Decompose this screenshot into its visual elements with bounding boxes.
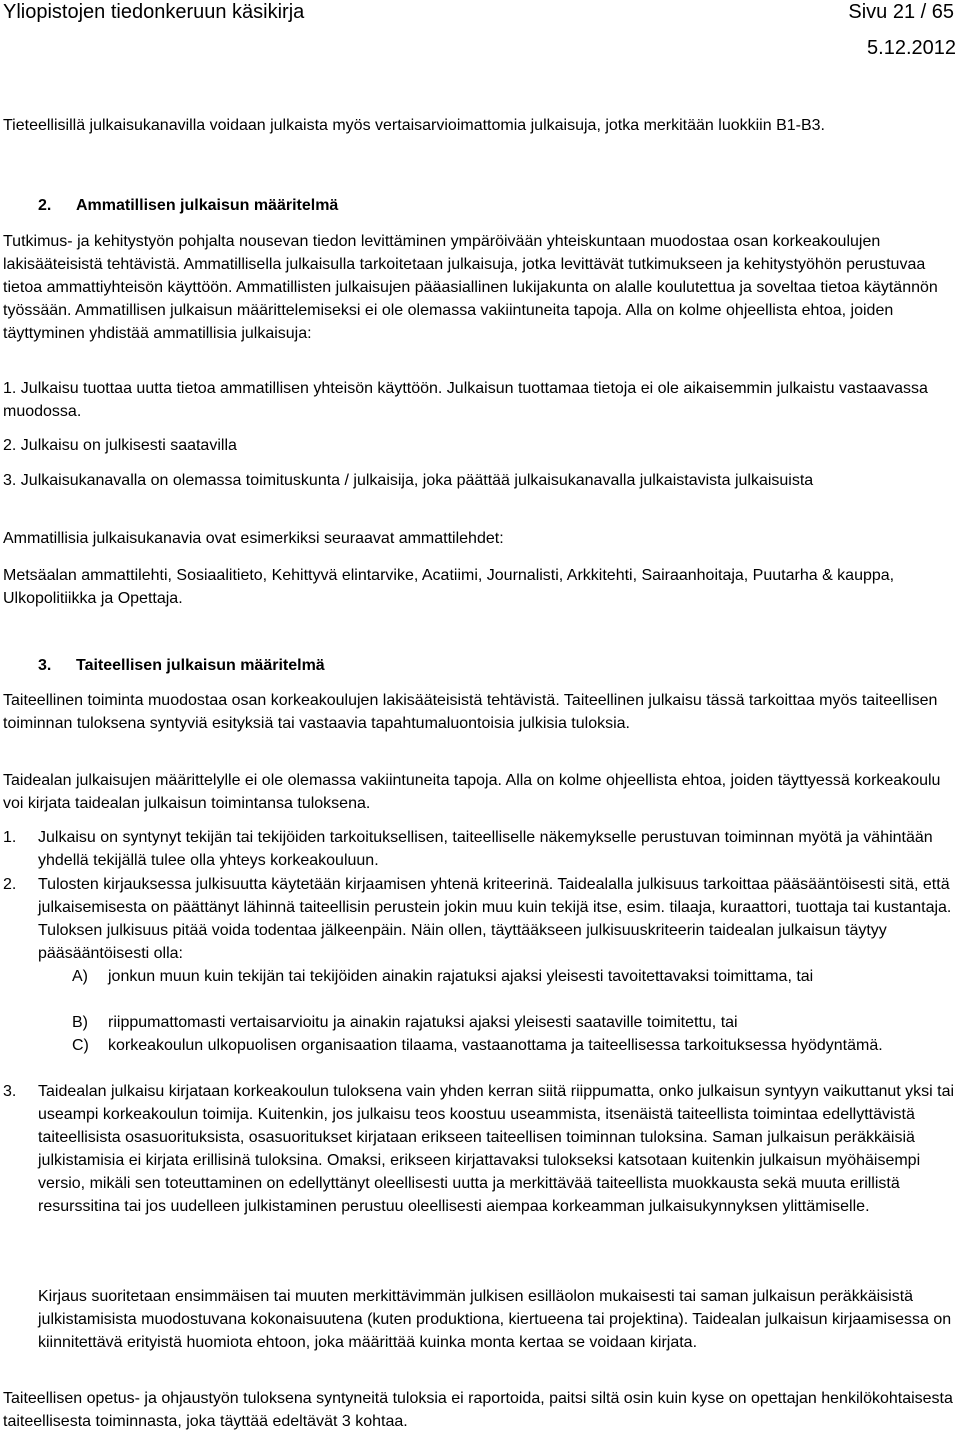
criterion-1: 1. Julkaisu tuottaa uutta tietoa ammatillisen yhteisön käyttöön. Julkaisun tuottamaa tietoja ei ole aikaisemmin julkaistu vastaavassa muodossa. bbox=[3, 380, 928, 420]
document-date: 5.12.2012 bbox=[867, 37, 956, 59]
page-number: Sivu 21 / 65 bbox=[848, 1, 954, 23]
section-3-paragraph-3: Kirjaus suoritetaan ensimmäisen tai muuten merkittävimmän julkisen esilläolon mukaisesti tai saman julkaisun peräkkäisistä julkistamisista muodostuvana kokonaisuutena (kuten produktiona, kiertueena tai projektina). Taidealan julkaisun kirjaamisessa on kiinnitettävä erityistä huomiota ehtoon, joka määrittää kuinka monta kertaa se voidaan kirjata. bbox=[38, 1288, 952, 1351]
section-3-paragraph-1: Taiteellinen toiminta muodostaa osan korkeakoulujen lakisääteisistä tehtävistä. Taiteellinen julkaisu tässä tarkoittaa myös taiteellisen toiminnan tuloksena syntyviä esityksiä tai vastaavia tapahtumaluontoisia julkisia tuloksia. bbox=[3, 692, 938, 732]
sub-list-item-text: jonkun muun kuin tekijän tai tekijöiden ainakin rajatuksi ajaksi yleisesti tavoitettavaksi toimittama, tai bbox=[108, 968, 814, 985]
sub-list-item-label: C) bbox=[72, 1037, 89, 1054]
examples-intro: Ammatillisia julkaisukanavia ovat esimerkiksi seuraavat ammattilehdet: bbox=[3, 530, 504, 547]
document-title: Yliopistojen tiedonkeruun käsikirja bbox=[3, 1, 305, 23]
list-item-number: 3. bbox=[3, 1083, 17, 1100]
section-2-paragraph: Tutkimus- ja kehitystyön pohjalta nousevan tiedon levittäminen ympäröivään yhteiskuntaan muodostaa osan korkeakoulujen lakisääteisistä tehtävistä. Ammatillisella julkaisulla tarkoitetaan julkaisuja, jotka levittävät tutkimukseen ja kehitystyöhön perustuvaa tietoa ammattiyhteisön käyttöön. Ammatillisten julkaisujen pääasiallinen lukijakunta on alalle koulutettua ja soveltaa tietoa käytännön työssään. Ammatillisen julkaisun määrittelemiseksi ei ole olemassa vakiintuneita tapoja. Alla on kolme ohjeellista ehtoa, joiden täyttyminen yhdistää ammatillisia julkaisuja: bbox=[3, 233, 938, 342]
list-item-number: 1. bbox=[3, 829, 17, 846]
list-item-text: Julkaisu on syntynyt tekijän tai tekijöiden tarkoituksellisen, taiteelliselle näkemykselle perustuvan toiminnan myötä ja vähintään yhdellä tekijällä tulee olla yhteys korkeakouluun. bbox=[38, 829, 933, 869]
sub-list-item-label: A) bbox=[72, 968, 88, 985]
examples-list: Metsäalan ammattilehti, Sosiaalitieto, Kehittyvä elintarvike, Acatiimi, Journalisti, Arkkitehti, Sairaanhoitaja, Puutarha & kauppa, Ulkopolitiikka ja Opettaja. bbox=[3, 567, 895, 607]
sub-list-item-label: B) bbox=[72, 1014, 88, 1031]
list-item-text: Tulosten kirjauksessa julkisuutta käytetään kirjaamisen yhtenä kriteerinä. Taidealalla julkisuus tarkoittaa pääsääntöisesti sitä, että julkaisemisesta on päättänyt lähinnä taiteellisin perustein jokin muu kuin tekijä itse, esim. tilaaja, kuraattori, tuottaja tai kustantaja. Tuloksen julkisuus pitää voida todentaa jälkeenpäin. Näin ollen, täyttääkseen julkisuuskriteerin taidealan julkaisun täytyy pääsääntöisesti olla: bbox=[38, 876, 952, 962]
list-item-number: 2. bbox=[3, 876, 17, 893]
criterion-2: 2. Julkaisu on julkisesti saatavilla bbox=[3, 437, 237, 454]
sub-list-item-text: korkeakoulun ulkopuolisen organisaation tilaama, vastaanottama ja taiteellisessa tarkoituksessa hyödyntämä. bbox=[108, 1037, 883, 1054]
list-item-text: Taidealan julkaisu kirjataan korkeakoulun tuloksena vain yhden kerran siitä riippumatta, onko julkaisun syntyyn vaikuttanut yksi tai useampi korkeakoulun toimija. Kuitenkin, jos julkaisu teos koostuu useammista, itsenäistä taiteellista toimintaa edellyttävistä taiteellisista osasuorituksista, osasuoritukset kirjataan erikseen taiteellisen toiminnan tuloksina. Saman julkaisun peräkkäisiä julkistamisia ei kirjata erillisinä tuloksina. Omaksi, erikseen kirjattavaksi tulokseksi katsotaan kuitenkin julkaisun myöhäisempi versio, mikäli sen toteuttaminen on edellyttänyt oleellisesti uutta ja merkittävää taiteellista muokkausta sekä muuta erillistä resurssitina tai jos uudelleen julkistaminen perustuu oleellisesti aiempaa korkeamman julkaisukynnyksen ylittämiselle. bbox=[38, 1083, 955, 1215]
section-3-number: 3. bbox=[38, 657, 52, 674]
section-2-number: 2. bbox=[38, 197, 52, 214]
section-3-paragraph-4: Taiteellisen opetus- ja ohjaustyön tuloksena syntyneitä tuloksia ei raportoida, paitsi siltä osin kuin kyse on opettajan henkilökohtaisesta taiteellisesta toiminnasta, joka täyttää edeltävät 3 kohtaa. bbox=[3, 1390, 953, 1430]
criterion-3: 3. Julkaisukanavalla on olemassa toimituskunta / julkaisija, joka päättää julkaisukanavalla julkaistavista julkaisuista bbox=[3, 472, 814, 489]
section-2-title: Ammatillisen julkaisun määritelmä bbox=[76, 197, 339, 214]
intro-paragraph: Tieteellisillä julkaisukanavilla voidaan julkaista myös vertaisarvioimattomia julkaisuja, jotka merkitään luokkiin B1-B3. bbox=[3, 117, 825, 134]
section-3-title: Taiteellisen julkaisun määritelmä bbox=[76, 657, 325, 674]
section-3-paragraph-2: Taidealan julkaisujen määrittelylle ei ole olemassa vakiintuneita tapoja. Alla on kolme ohjeellista ehtoa, joiden täyttyessä korkeakoulu voi kirjata taidealan julkaisun toimintansa tuloksena. bbox=[3, 772, 941, 812]
sub-list-item-text: riippumattomasti vertaisarvioitu ja ainakin rajatuksi ajaksi yleisesti saataville toimitettu, tai bbox=[108, 1014, 738, 1031]
